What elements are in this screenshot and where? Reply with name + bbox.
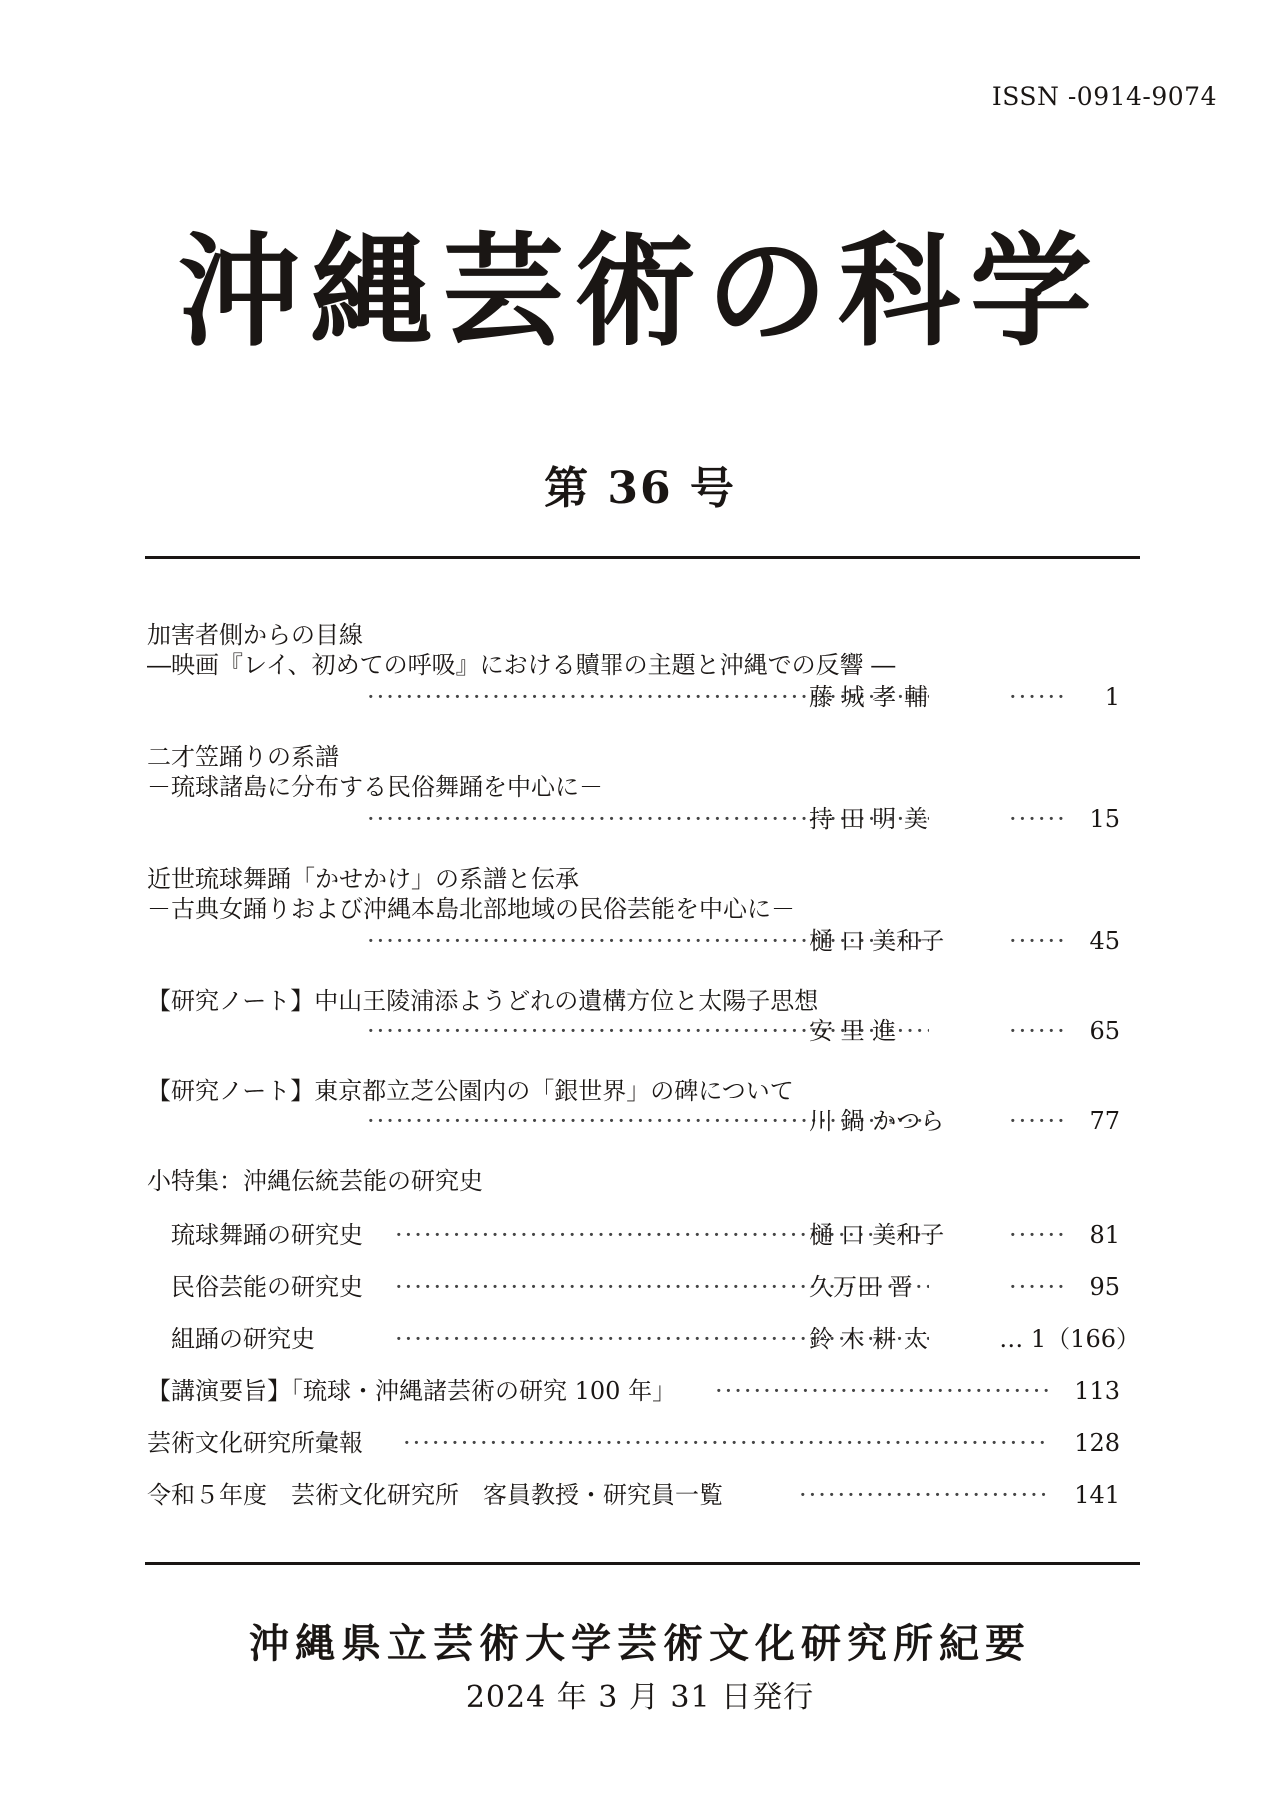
toc-entry-report [147, 1428, 1140, 1458]
article-author: 久万田 晋 [809, 1273, 913, 1301]
special-item [147, 1220, 1140, 1250]
leader-dots [1009, 682, 1069, 712]
special-feature-heading: 小特集：沖縄伝統芸能の研究史 [147, 1167, 483, 1195]
leader-dots [715, 1376, 1049, 1406]
issue-number: 第 36 号 [544, 463, 736, 514]
leader-dots [1009, 804, 1069, 834]
article-subtitle: －琉球諸島に分布する民俗舞踊を中心に－ [147, 773, 603, 801]
leader-dots [403, 1428, 1049, 1458]
special-item [147, 1324, 1140, 1354]
bottom-rule [145, 1562, 1140, 1565]
article-subtitle: ―映画『レイ、初めての呼吸』における贖罪の主題と沖縄での反響 ― [147, 651, 896, 679]
article-author: 樋 口 美和子 [809, 1221, 945, 1249]
article-author: 樋 口 美和子 [809, 927, 945, 955]
article-title: 民俗芸能の研究史 [171, 1273, 363, 1301]
publisher-name: 沖縄県立芸術大学芸術文化研究所紀要 [249, 1620, 1031, 1667]
article-title: 近世琉球舞踊「かせかけ」の系譜と伝承 [147, 865, 579, 893]
article-author: 安 里 進 [809, 1017, 897, 1045]
article-page: 113 [1074, 1377, 1120, 1405]
article-title: 二才笠踊りの系譜 [147, 743, 339, 771]
article-page: 65 [1089, 1017, 1120, 1045]
article-page: 128 [1074, 1429, 1120, 1457]
article-page: 141 [1074, 1481, 1120, 1509]
leader-dots [1009, 1016, 1069, 1046]
article-page: 1 [1104, 683, 1120, 711]
article-page: 77 [1089, 1107, 1120, 1135]
article-page: 95 [1089, 1273, 1120, 1301]
journal-title: 沖縄芸術の科学 [178, 219, 1102, 363]
leader-dots [1009, 1220, 1069, 1250]
article-page: 81 [1089, 1221, 1120, 1249]
toc-entry-lecture [147, 1376, 1140, 1406]
top-rule [145, 556, 1140, 559]
article-title: 令和５年度 芸術文化研究所 客員教授・研究員一覧 [147, 1481, 723, 1509]
article-author: 鈴 木 耕 太 [809, 1325, 928, 1353]
leader-dots [799, 1480, 1049, 1510]
article-page: 45 [1089, 927, 1120, 955]
article-title: 加害者側からの目線 [147, 621, 363, 649]
issn-number: ISSN -0914-9074 [991, 82, 1217, 111]
article-title: 組踊の研究史 [171, 1325, 315, 1353]
publication-date: 2024 年 3 月 31 日発行 [465, 1680, 815, 1715]
article-author: 藤 城 孝 輔 [809, 683, 928, 711]
article-title: 琉球舞踊の研究史 [171, 1221, 363, 1249]
article-page: 15 [1089, 805, 1120, 833]
article-author: 持 田 明 美 [809, 805, 928, 833]
toc-entry-members [147, 1480, 1140, 1510]
leader-dots [1009, 1272, 1069, 1302]
article-title: 【研究ノート】中山王陵浦添ようどれの遺構方位と太陽子思想 [147, 987, 819, 1015]
article-subtitle: －古典女踊りおよび沖縄本島北部地域の民俗芸能を中心に－ [147, 895, 795, 923]
leader-dots [1009, 926, 1069, 956]
article-author: 川 鍋 かつら [809, 1107, 945, 1135]
article-title: 芸術文化研究所彙報 [147, 1429, 363, 1457]
special-item [147, 1272, 1140, 1302]
article-page: … 1（166） [999, 1325, 1140, 1353]
article-title: 【講演要旨】「琉球・沖縄諸芸術の研究 100 年」 [147, 1377, 677, 1405]
article-title: 【研究ノート】東京都立芝公園内の「銀世界」の碑について [147, 1077, 794, 1105]
leader-dots [1009, 1106, 1069, 1136]
